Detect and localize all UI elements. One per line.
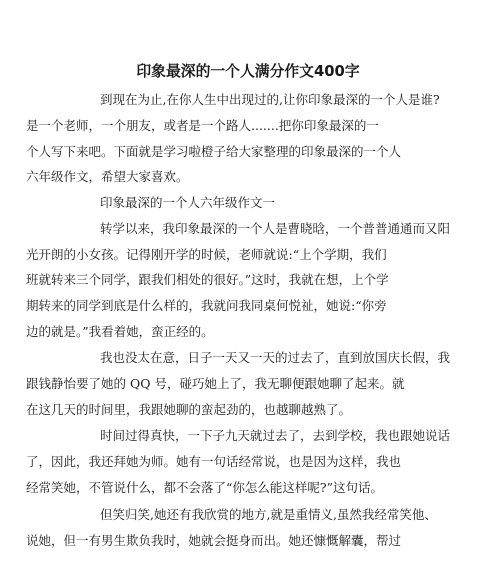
paragraph-line: 说她，但一有男生欺负我时，她就会挺身而出。她还慷慨解囊，帮过 bbox=[26, 533, 402, 548]
paragraph-line: 了，因此，我还拜她为师。她有一句话经常说，也是因为这样，我也 bbox=[26, 454, 402, 469]
paragraph-line: 时间过得真快，一下子九天就过去了，去到学校，我也跟她说话 bbox=[100, 428, 451, 443]
paragraph-line: 六年级作文，希望大家喜欢。 bbox=[26, 169, 189, 184]
section-heading: 印象最深的一个人六年级作文一 bbox=[100, 195, 276, 210]
paragraph-line: 到现在为止,在你人生中出现过的,让你印象最深的一个人是谁? bbox=[100, 92, 440, 107]
paragraph-line: 是一个老师，一个朋友，或者是一个路人.......把你印象最深的一 bbox=[26, 118, 379, 133]
paragraph-line: 跟钱静怡要了她的 QQ 号，碰巧她上了，我无聊便跟她聊了起来。就 bbox=[26, 376, 405, 391]
paragraph-line: 我也没太在意，日子一天又一天的过去了，直到放国庆长假，我 bbox=[100, 350, 451, 365]
document-title: 印象最深的一个人满分作文400字 bbox=[136, 63, 360, 80]
paragraph-line: 个人写下来吧。下面就是学习啦橙子给大家整理的印象最深的一个人 bbox=[26, 144, 402, 159]
paragraph-line: 转学以来，我印象最深的一个人是曹晓晗，一个普普通通而又阳 bbox=[100, 221, 451, 236]
paragraph-line: 但笑归笑,她还有我欣赏的地方,就是重情义,虽然我经常笑他、 bbox=[100, 507, 437, 522]
paragraph-line: 班就转来三个同学，跟我们相处的很好。”这时，我就在想，上个学 bbox=[26, 272, 389, 287]
paragraph-line: 在这几天的时间里，我跟她聊的蛮起劲的，也越聊越熟了。 bbox=[26, 402, 352, 417]
paragraph-line: 经常笑她，不管说什么，都不会落了“你怎么能这样呢?”这句话。 bbox=[26, 480, 383, 495]
paragraph-line: 边的就是。”我看着她，蛮正经的。 bbox=[26, 324, 214, 339]
paragraph-line: 光开朗的小女孩。记得刚开学的时候，老师就说:“上个学期，我们 bbox=[26, 247, 387, 262]
paragraph-line: 期转来的同学到底是什么样的，我就问我同桌何悦祉，她说:“你旁 bbox=[26, 298, 387, 313]
